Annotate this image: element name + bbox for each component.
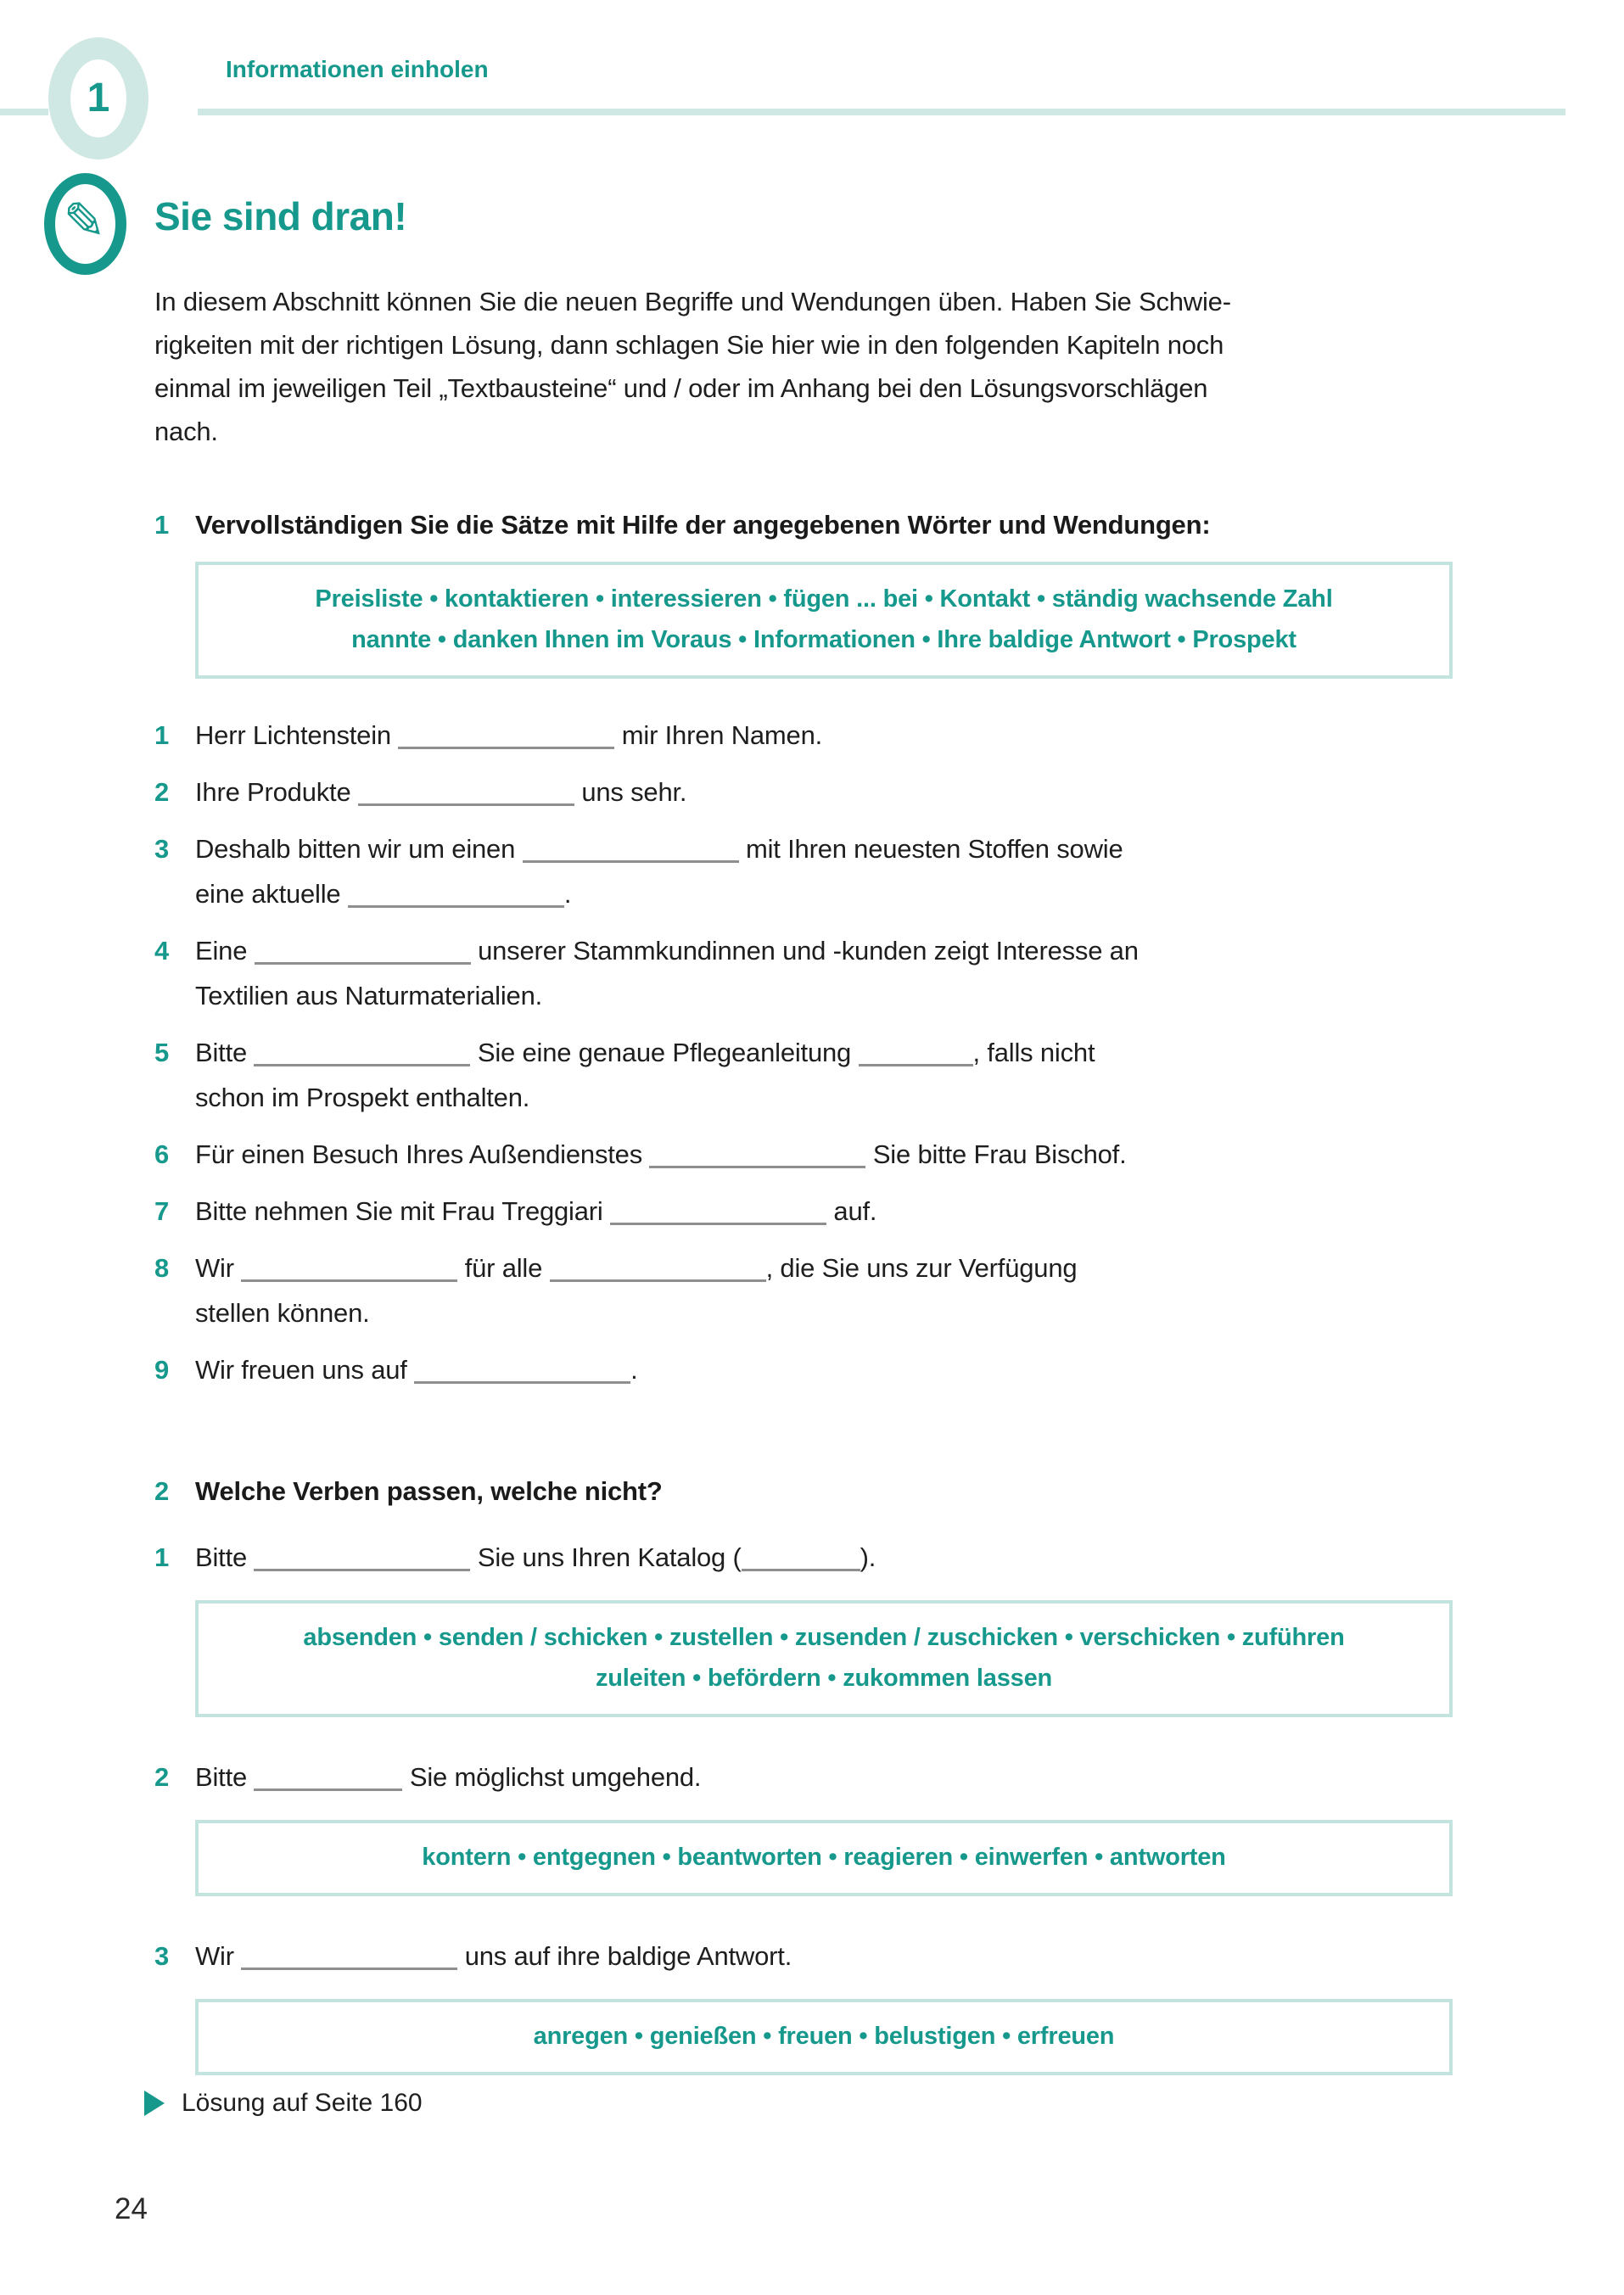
- exercise-item: [154, 928, 1453, 1018]
- header-rule-left: [0, 109, 48, 115]
- item-number: 1: [154, 720, 170, 750]
- item-number: 5: [154, 1038, 170, 1067]
- item-text: Deshalb bitten wir um einen mit Ihren neuesten Stoffen sowie eine aktuelle .: [195, 834, 1123, 909]
- fill-in-blank: [254, 1785, 402, 1791]
- item-text: Bitte Sie eine genaue Pflegeanleitung , falls nicht schon im Prospekt enthalten.: [195, 1038, 1095, 1112]
- item-number: 8: [154, 1253, 170, 1283]
- exercise-item: [154, 1535, 1453, 1580]
- exercise-item: [154, 713, 1453, 758]
- exercise-item: [154, 1934, 1453, 1979]
- word-options-box: [195, 1820, 1453, 1896]
- item-number: 7: [154, 1196, 170, 1226]
- exercise-item: [154, 1189, 1453, 1234]
- exercise-item: [154, 770, 1453, 814]
- item-text: Wir uns auf ihre baldige Antwort.: [195, 1941, 792, 1971]
- item-text: Eine unserer Stammkundinnen und -kunden zeigt Interesse an Textilien aus Naturmaterialien.: [195, 936, 1139, 1010]
- intro-heading: Sie sind dran!: [154, 194, 407, 238]
- fill-in-blank: [358, 800, 574, 806]
- item-number: 2: [154, 1762, 170, 1792]
- fill-in-blank: [398, 743, 614, 749]
- word-options-line: anregen • genießen • freuen • belustigen • erfreuen: [533, 2023, 1115, 2050]
- page-number: 24: [115, 2192, 148, 2225]
- item-text: Herr Lichtenstein mir Ihren Namen.: [195, 720, 823, 750]
- exercise-item: [154, 1245, 1453, 1335]
- item-text: Bitte Sie möglichst umgehend.: [195, 1762, 702, 1792]
- exercise-title: Vervollständigen Sie die Sätze mit Hilfe der angegebenen Wörter und Wendungen:: [195, 510, 1211, 540]
- fill-in-blank: [610, 1219, 826, 1225]
- exercise-heading: [154, 507, 1453, 543]
- item-text: Bitte Sie uns Ihren Katalog ( ).: [195, 1542, 876, 1572]
- triangle-marker-icon: [144, 2091, 165, 2116]
- exercise-title: Welche Verben passen, welche nicht?: [195, 1476, 663, 1506]
- exercise: [154, 507, 1453, 1392]
- fill-in-blank: [255, 959, 471, 965]
- fill-in-blank: [414, 1378, 630, 1384]
- exercise-item: [154, 826, 1453, 916]
- item-number: 4: [154, 936, 170, 966]
- exercise-item: [154, 1755, 1453, 1800]
- solution-note-row: [144, 2089, 423, 2118]
- pencil-glyph-icon: ✎: [63, 193, 106, 249]
- chapter-number-badge: [48, 37, 148, 160]
- item-text: Ihre Produkte uns sehr.: [195, 777, 687, 807]
- item-text: Wir für alle , die Sie uns zur Verfügung stellen können.: [195, 1253, 1078, 1328]
- fill-in-blank: [241, 1964, 457, 1970]
- word-options-line: nannte • danken Ihnen im Voraus • Informationen • Ihre baldige Antwort • Prospekt: [351, 626, 1296, 653]
- item-number: 3: [154, 1941, 170, 1971]
- item-number: 9: [154, 1355, 170, 1385]
- word-options-line: kontern • entgegnen • beantworten • reagieren • einwerfen • antworten: [422, 1844, 1226, 1871]
- chapter-number: 1: [87, 76, 110, 120]
- fill-in-blank: [254, 1061, 470, 1066]
- exercise-heading: [154, 1474, 1453, 1509]
- word-options-line: zuleiten • befördern • zukommen lassen: [595, 1665, 1053, 1692]
- item-text: Für einen Besuch Ihres Außendienstes Sie bitte Frau Bischof.: [195, 1139, 1127, 1169]
- word-options-line: Preisliste • kontaktieren • interessieren • fügen ... bei • Kontakt • ständig wachsende Zahl: [315, 585, 1333, 613]
- section-title: Informationen einholen: [226, 56, 489, 82]
- fill-in-blank: [241, 1276, 457, 1282]
- pencil-icon: [44, 173, 126, 275]
- fill-in-blank: [649, 1162, 865, 1168]
- exercise-number: 2: [154, 1476, 170, 1506]
- word-options-box: [195, 562, 1453, 679]
- fill-in-blank: [523, 857, 739, 863]
- item-number: 6: [154, 1139, 170, 1169]
- exercise: [154, 1474, 1453, 2075]
- fill-in-blank: [254, 1565, 470, 1571]
- item-number: 1: [154, 1542, 170, 1572]
- exercises-section: [154, 507, 1453, 2113]
- exercise-item: [154, 1030, 1453, 1120]
- exercise-item: [154, 1347, 1453, 1392]
- fill-in-blank: [550, 1276, 766, 1282]
- header-rule-right: [198, 109, 1565, 115]
- exercise-item: [154, 1132, 1453, 1177]
- word-options-line: absenden • senden / schicken • zustellen • zusenden / zuschicken • verschicken • zuführen: [303, 1624, 1345, 1651]
- item-text: Wir freuen uns auf .: [195, 1355, 638, 1385]
- fill-in-blank: [859, 1061, 973, 1066]
- item-number: 2: [154, 777, 170, 807]
- item-text: Bitte nehmen Sie mit Frau Treggiari auf.: [195, 1196, 877, 1226]
- word-options-box: [195, 1600, 1453, 1717]
- intro-paragraph: In diesem Abschnitt können Sie die neuen Begriffe und Wendungen üben. Haben Sie Schwie- rigkeiten mit der richtigen Lösung, dann schlagen Sie hier wie in den folgenden Kapiteln noch einmal im jeweiligen Teil „Textbausteine“ und / oder im Anhang bei den Lösungsvorschlägen nach.: [154, 287, 1231, 446]
- fill-in-blank: [742, 1565, 860, 1571]
- word-options-box: [195, 1999, 1453, 2075]
- item-number: 3: [154, 834, 170, 864]
- fill-in-blank: [348, 902, 564, 908]
- solution-note: Lösung auf Seite 160: [182, 2089, 423, 2117]
- exercise-number: 1: [154, 510, 170, 540]
